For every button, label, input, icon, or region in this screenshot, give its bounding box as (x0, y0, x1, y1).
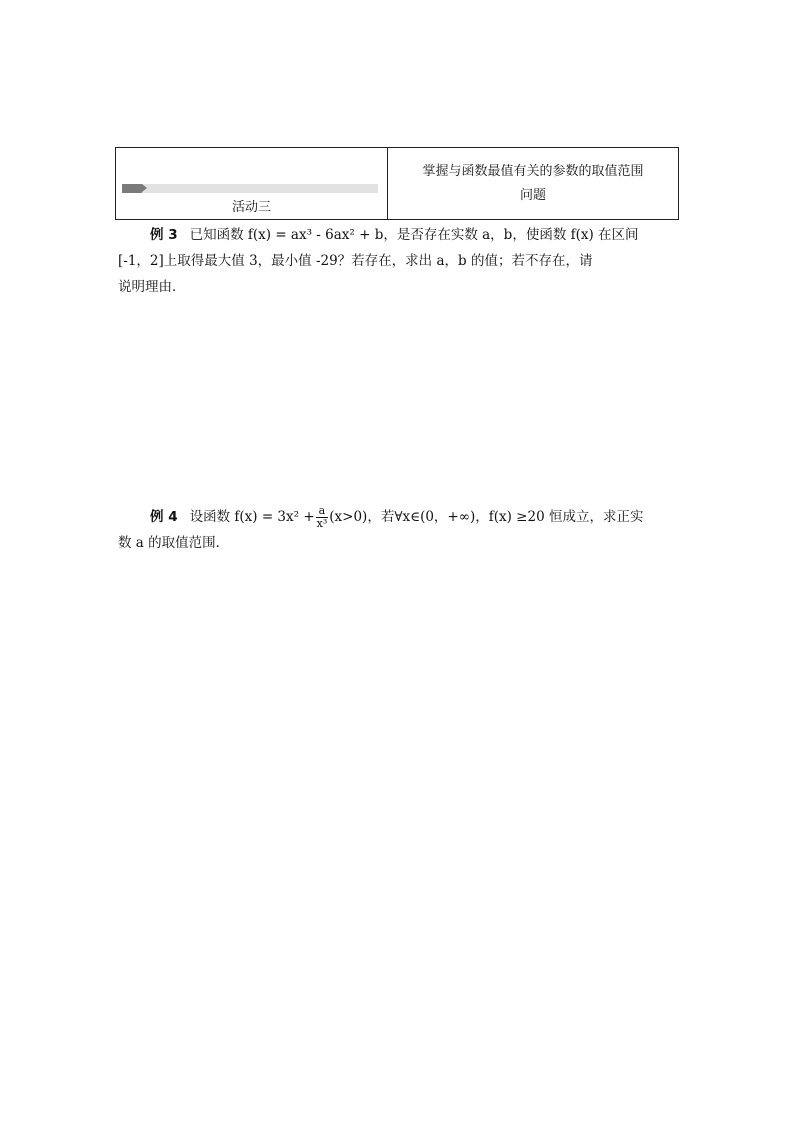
fraction (316, 505, 329, 530)
example-4-text-before: 设函数 f(x) = 3x² + (189, 509, 315, 525)
example-3-line2: [-1，2]上取得最大值 3，最小值 -29？若存在，求出 a，b 的值；若不存在，请 (118, 253, 593, 269)
activity-title-cell (388, 148, 678, 219)
example-4-line1 (118, 504, 682, 530)
activity-table (115, 147, 679, 220)
example-4-label: 例 4 (150, 509, 178, 525)
example-3-line3: 说明理由． (118, 279, 186, 295)
activity-cell (116, 148, 388, 219)
example-3-label: 例 3 (150, 227, 178, 243)
example-3 (118, 222, 682, 300)
fraction-denominator: x³ (316, 517, 328, 530)
example-4-text-after: (x>0)，若∀x∈(0，+∞)，f(x) ≥20 恒成立，求正实 (329, 509, 644, 525)
progress-fill (122, 184, 142, 193)
activity-title-line2: 问题 (519, 187, 546, 203)
activity-title-line1: 掌握与函数最值有关的参数的取值范围 (422, 163, 644, 179)
example-3-text1: 已知函数 f(x) = ax³ - 6ax² + b，是否存在实数 a，b，使函数 f(x) 在区间 (189, 227, 639, 243)
progress-bar (122, 184, 378, 193)
fraction-numerator: a (316, 505, 329, 518)
example-4 (118, 504, 682, 556)
activity-label: 活动三 (231, 200, 271, 215)
example-4-line2: 数 a 的取值范围． (118, 535, 230, 551)
example-3-line1 (118, 222, 682, 248)
